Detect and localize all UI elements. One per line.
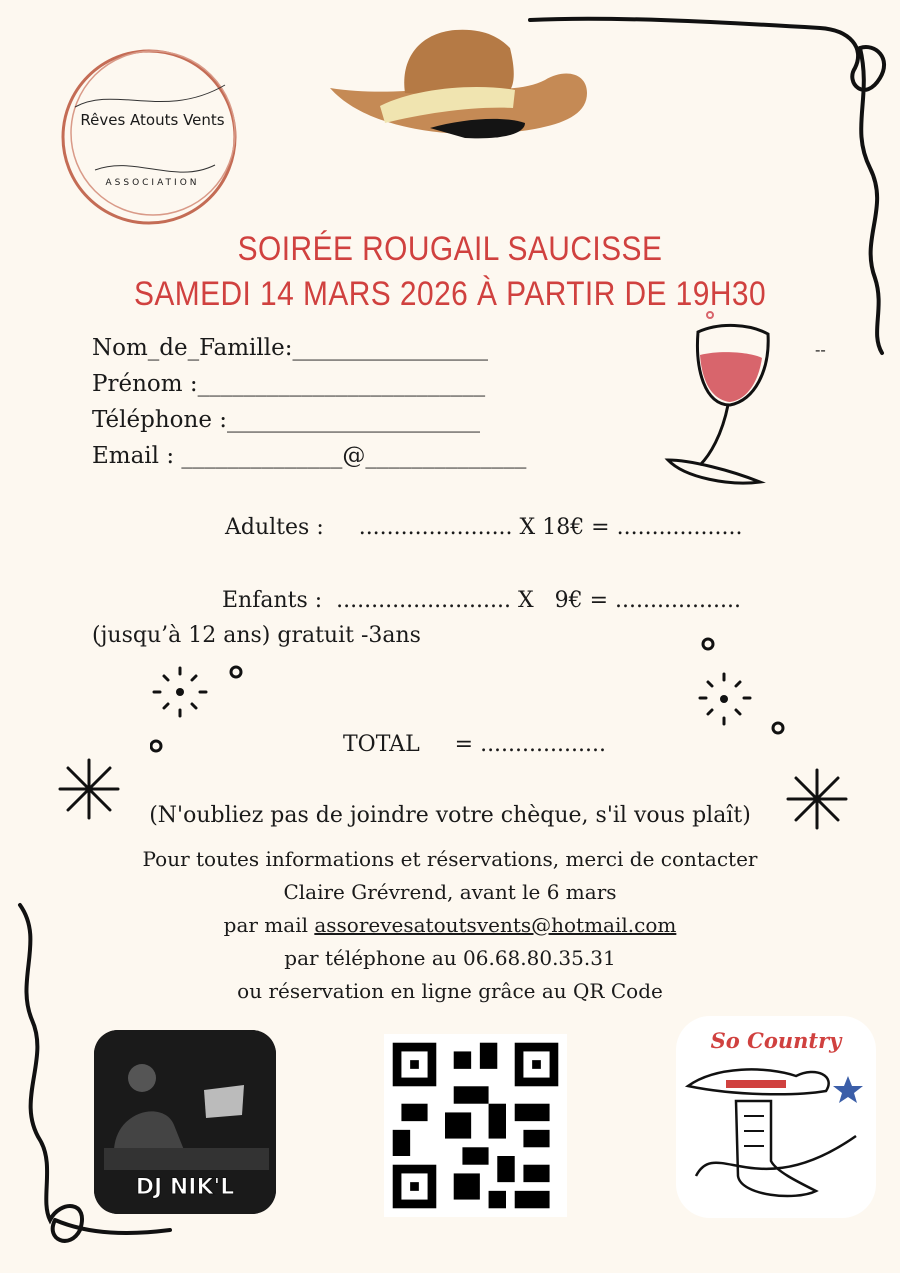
contact-line-1: Pour toutes informations et réservations, merci de contacter (142, 847, 758, 871)
children-line[interactable]: Enfants : ......................... X 9€ = .................. (222, 588, 741, 613)
event-title: SOIRÉE ROUGAIL SAUCISSE (237, 230, 663, 268)
qr-code-icon (384, 1034, 567, 1217)
children-note: (jusqu’à 12 ans) gratuit -3ans (92, 623, 421, 648)
first-name-field[interactable]: Prénom :_________________________ (92, 371, 486, 397)
wine-glass-icon (660, 310, 780, 490)
mail-prefix: par mail (223, 913, 315, 937)
association-logo (45, 25, 255, 230)
sparkle-icon (150, 660, 260, 770)
dash-mark: -- (815, 340, 826, 359)
sparkle-icon (690, 632, 800, 742)
phone-field[interactable]: Téléphone :______________________ (92, 407, 481, 433)
total-line[interactable]: TOTAL = .................. (343, 732, 606, 757)
logo-subtitle: ASSOCIATION (105, 178, 200, 188)
boot-hat-icon (676, 1056, 876, 1216)
contact-line-2: Claire Grévrend, avant le 6 mars (283, 880, 617, 904)
email-field[interactable]: Email : ______________@______________ (92, 443, 527, 469)
event-date: SAMEDI 14 MARS 2026 À PARTIR DE 19H30 (133, 275, 767, 313)
email-link[interactable]: assorevesatoutsvents@hotmail.com (314, 913, 677, 937)
cheque-reminder: (N'oubliez pas de joindre votre chèque, s'il vous plaît) (149, 803, 751, 828)
contact-online: ou réservation en ligne grâce au QR Code (237, 979, 663, 1003)
last-name-field[interactable]: Nom_de_Famille:_________________ (92, 335, 488, 361)
logo-name: Rêves Atouts Vents (80, 111, 225, 129)
so-country-logo (676, 1016, 876, 1218)
qr-code[interactable] (384, 1034, 567, 1217)
so-country-text: So Country (710, 1028, 842, 1053)
dj-label: DJ NIK'L (135, 1175, 235, 1200)
dj-photo (94, 1030, 276, 1214)
adults-line[interactable]: Adultes : ...................... X 18€ = .................. (225, 515, 743, 540)
cowboy-hat-icon (325, 28, 590, 163)
contact-mail-line (0, 913, 900, 937)
contact-phone: par téléphone au 06.68.80.35.31 (284, 946, 616, 970)
